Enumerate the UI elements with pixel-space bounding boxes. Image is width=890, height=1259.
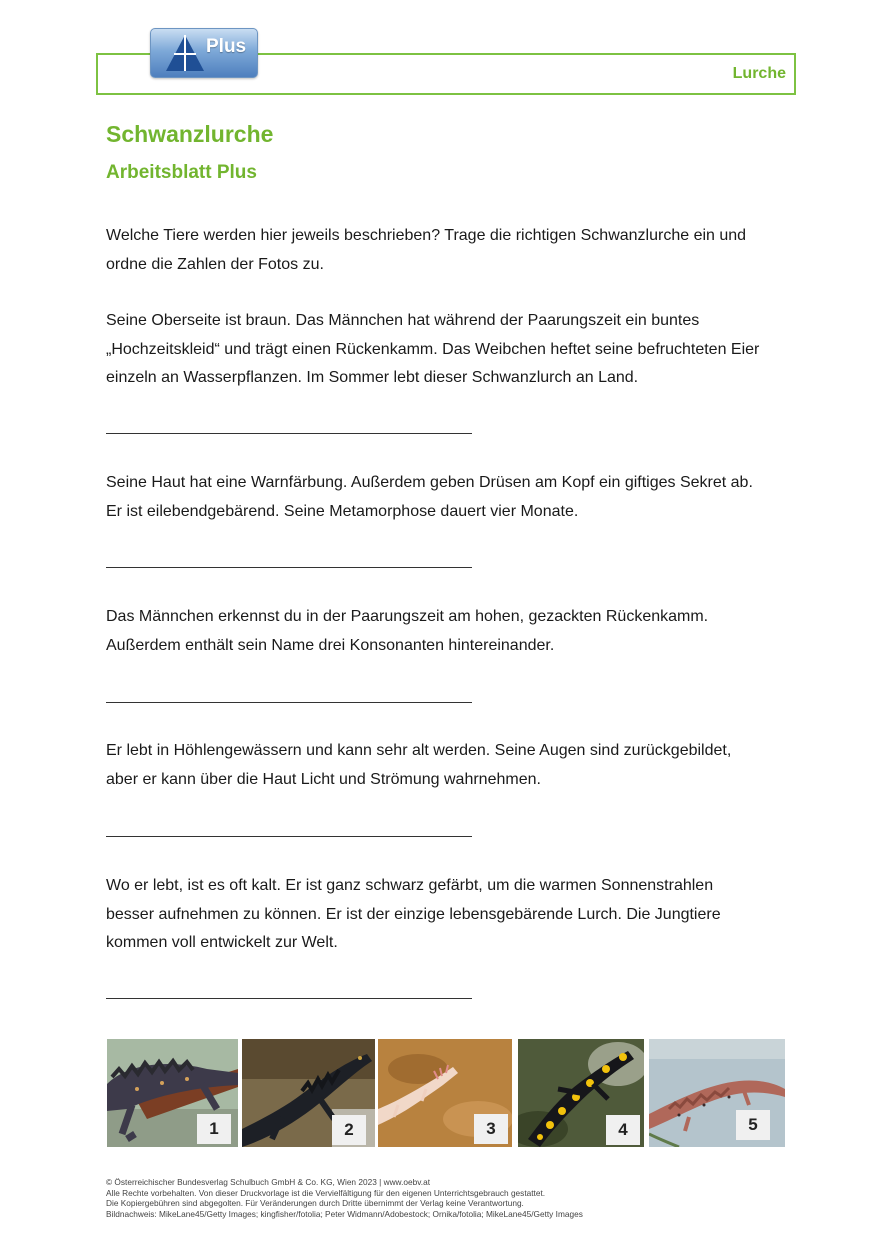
answer-line-2[interactable] (106, 567, 472, 568)
question-line: Wo er lebt, ist es oft kalt. Er ist ganz schwarz gefärbt, um die warmen Sonnenstrahlen (106, 877, 714, 894)
page-title: Schwanzlurche (106, 121, 274, 147)
question-line: besser aufnehmen zu können. Er ist der einzige lebensgebärende Lurch. Die Jungtiere (106, 905, 721, 923)
footer-line: Alle Rechte vorbehalten. Von dieser Druckvorlage ist die Vervielfältigung für den eigenen Unterrichtsgebrauch gestattet. (106, 1187, 546, 1198)
section-label: Lurche (732, 65, 786, 82)
triangle-logo-icon (165, 34, 205, 72)
question-4 (106, 737, 796, 794)
answer-line-1[interactable] (106, 433, 472, 434)
footer-line: © Österreichischer Bundesverlag Schulbuch GmbH & Co. KG, Wien 2023 | www.oebv.at (106, 1177, 430, 1187)
photo-number: 3 (474, 1114, 508, 1144)
question-line: Er lebt in Höhlengewässern und kann sehr alt werden. Seine Augen sind zurückgebildet, (106, 742, 732, 759)
answer-line-3[interactable] (106, 702, 472, 703)
instructions (106, 222, 796, 279)
question-3 (106, 603, 796, 660)
photo-1 (107, 1039, 238, 1147)
instruction-line: ordne die Zahlen der Fotos zu. (106, 255, 324, 273)
photo-5 (649, 1039, 785, 1147)
question-line: Seine Haut hat eine Warnfärbung. Außerdem geben Drüsen am Kopf ein giftiges Sekret ab. (106, 474, 753, 491)
page-subtitle: Arbeitsblatt Plus (106, 162, 257, 183)
question-line: Das Männchen erkennst du in der Paarungszeit am hohen, gezackten Rückenkamm. (106, 608, 709, 625)
question-line: „Hochzeitskleid“ und trägt einen Rückenkamm. Das Weibchen heftet seine befruchteten Eier (106, 340, 760, 358)
photo-number: 5 (736, 1110, 770, 1140)
photo-number: 4 (606, 1115, 640, 1145)
photo-number: 1 (197, 1114, 231, 1144)
question-line: Seine Oberseite ist braun. Das Männchen hat während der Paarungszeit ein buntes (106, 312, 700, 329)
question-1 (106, 307, 796, 393)
instruction-line: Welche Tiere werden hier jeweils beschrieben? Trage die richtigen Schwanzlurche ein und (106, 227, 747, 244)
question-line: Er ist eilebendgebärend. Seine Metamorphose dauert vier Monate. (106, 502, 579, 520)
photo-4 (518, 1039, 644, 1147)
question-line: Außerdem enthält sein Name drei Konsonanten hintereinander. (106, 636, 555, 654)
photo-3 (378, 1039, 512, 1147)
footer-line: Bildnachweis: MikeLane45/Getty Images; kingfisher/fotolia; Peter Widmann/Adobestock; Ornika/fotolia; MikeLane45/Getty Images (106, 1208, 583, 1219)
question-line: kommen voll entwickelt zur Welt. (106, 934, 338, 951)
publisher-logo (150, 28, 258, 78)
photo-2 (242, 1039, 375, 1147)
question-line: aber er kann über die Haut Licht und Strömung wahrnehmen. (106, 770, 541, 788)
question-line: einzeln an Wasserpflanzen. Im Sommer lebt dieser Schwanzlurch an Land. (106, 369, 639, 386)
photo-number: 2 (332, 1115, 366, 1145)
footer (106, 1177, 583, 1219)
answer-line-4[interactable] (106, 836, 472, 837)
footer-line: Die Kopiergebühren sind abgegolten. Für Veränderungen durch Dritte übernimmt der Verlag keine Verantwortung. (106, 1198, 524, 1208)
question-2 (106, 469, 796, 526)
logo-text: Plus (206, 36, 247, 57)
question-5 (106, 872, 796, 958)
answer-line-5[interactable] (106, 998, 472, 999)
